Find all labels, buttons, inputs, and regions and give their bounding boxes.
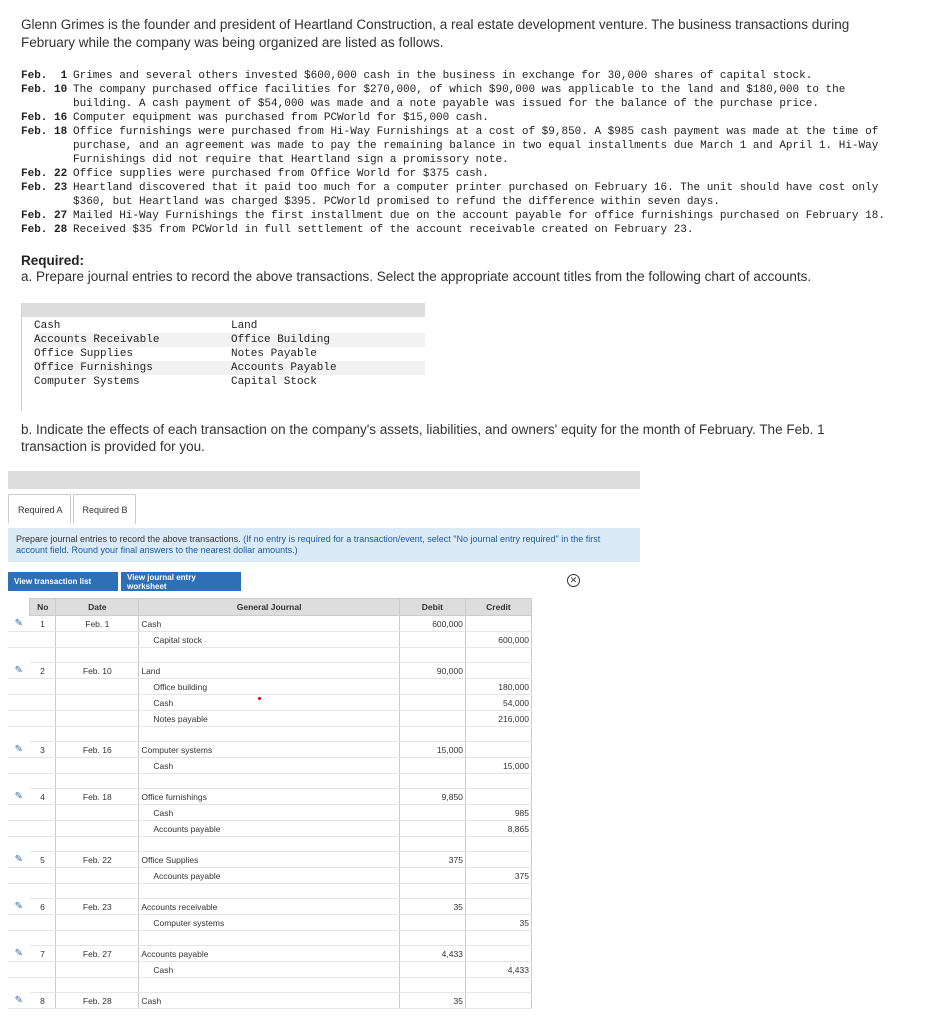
coa-account: Office Supplies xyxy=(34,348,134,360)
debit-amount: 35 xyxy=(399,899,465,915)
transaction-text: Heartland discovered that it paid too much for a computer printer purchased on February 16. The unit should have cost only $360, but Heartland was charged $395. PCWorld promised to refund the difference within seven days. xyxy=(73,182,879,208)
error-marker xyxy=(258,697,261,700)
transaction-item xyxy=(21,223,901,237)
credit-amount xyxy=(465,946,531,962)
journal-row xyxy=(8,805,532,821)
debit-amount: 35 xyxy=(399,993,465,1009)
entry-date xyxy=(56,868,139,884)
spacer-row xyxy=(8,774,532,789)
journal-row xyxy=(8,993,532,1009)
debit-amount xyxy=(399,695,465,711)
coa-row xyxy=(34,333,425,347)
account-name: Accounts payable xyxy=(153,870,221,881)
spacer-cell xyxy=(399,648,465,663)
spacer-cell xyxy=(8,648,30,663)
problem-intro: Glenn Grimes is the founder and president of Heartland Construction, a real estate development venture. The business transactions during February while the company was being organized are listed as follows. xyxy=(21,17,850,50)
spacer-row xyxy=(8,837,532,852)
journal-row xyxy=(8,868,532,884)
no-header: No xyxy=(30,599,56,616)
debit-amount xyxy=(399,805,465,821)
credit-amount xyxy=(465,899,531,915)
debit-header: Debit xyxy=(399,599,465,616)
debit-amount xyxy=(399,632,465,648)
entry-date xyxy=(56,695,139,711)
spacer-cell xyxy=(30,931,56,946)
transaction-item xyxy=(21,125,901,167)
transaction-text: The company purchased office facilities for $270,000, of which $90,000 was applicable to the land and $180,000 to the building. A cash payment of $54,000 was made and a note payable was issued for the balance of the purchase price. xyxy=(73,84,846,110)
account-name: Accounts payable xyxy=(141,948,209,959)
account-cell xyxy=(139,742,400,758)
transaction-text: Mailed Hi-Way Furnishings the first installment due on the account payable for office furnishings purchased on February 18. xyxy=(73,210,885,222)
spacer-cell xyxy=(399,837,465,852)
spacer-cell xyxy=(139,727,400,742)
credit-amount: 54,000 xyxy=(465,695,531,711)
entry-date xyxy=(56,915,139,931)
coa-account: Accounts Receivable xyxy=(34,333,231,347)
journal-row xyxy=(8,679,532,695)
coa-account: Capital Stock xyxy=(230,376,317,388)
transaction-text: Received $35 from PCWorld in full settlement of the account receivable created on February 23. xyxy=(73,224,694,236)
account-cell xyxy=(139,821,400,837)
debit-amount: 4,433 xyxy=(399,946,465,962)
spacer-cell xyxy=(30,774,56,789)
journal-table xyxy=(8,598,532,1009)
account-cell xyxy=(139,868,400,884)
credit-amount: 35 xyxy=(465,915,531,931)
entry-no: 6 xyxy=(30,899,56,915)
spacer-cell xyxy=(399,931,465,946)
account-name: Accounts receivable xyxy=(141,901,218,912)
account-cell xyxy=(139,946,400,962)
transaction-item xyxy=(21,83,901,111)
entry-no: 7 xyxy=(30,946,56,962)
edit-cell xyxy=(8,962,30,978)
entry-date xyxy=(56,679,139,695)
journal-row xyxy=(8,915,532,931)
debit-amount: 90,000 xyxy=(399,663,465,679)
transaction-date: Feb. 1 xyxy=(21,70,68,82)
coa-account: Office Furnishings xyxy=(34,361,231,375)
spacer-cell xyxy=(139,884,400,899)
spacer-cell xyxy=(56,931,139,946)
credit-amount xyxy=(465,663,531,679)
spacer-cell xyxy=(139,648,400,663)
spacer-cell xyxy=(465,978,531,993)
credit-amount: 375 xyxy=(465,868,531,884)
spacer-cell xyxy=(30,727,56,742)
pencil-icon[interactable]: ✎ xyxy=(8,789,30,805)
account-cell xyxy=(139,805,400,821)
spacer-row xyxy=(8,978,532,993)
spacer-row xyxy=(8,727,532,742)
transaction-date: Feb. 27 xyxy=(21,210,68,222)
journal-row xyxy=(8,852,532,868)
entry-no xyxy=(30,962,56,978)
credit-header: Credit xyxy=(465,599,531,616)
pencil-icon[interactable]: ✎ xyxy=(8,946,30,962)
spacer-row xyxy=(8,648,532,663)
entry-no: 1 xyxy=(30,616,56,632)
account-cell xyxy=(139,711,400,727)
entry-no xyxy=(30,868,56,884)
tab-required-b[interactable]: Required B xyxy=(73,494,136,524)
entry-no: 4 xyxy=(30,789,56,805)
required-title: Required: xyxy=(21,253,85,268)
debit-amount xyxy=(399,821,465,837)
coa-row xyxy=(34,319,425,333)
pencil-icon[interactable]: ✎ xyxy=(8,663,30,679)
account-name: Land xyxy=(141,665,161,676)
spacer-cell xyxy=(8,837,30,852)
spacer-cell xyxy=(56,774,139,789)
spacer-cell xyxy=(56,648,139,663)
account-cell xyxy=(139,899,400,915)
entry-no xyxy=(30,915,56,931)
spacer-cell xyxy=(139,931,400,946)
transaction-item xyxy=(21,69,901,83)
debit-amount xyxy=(399,711,465,727)
entry-no xyxy=(30,711,56,727)
journal-row xyxy=(8,758,532,774)
spacer-cell xyxy=(399,774,465,789)
debit-amount: 9,850 xyxy=(399,789,465,805)
account-cell xyxy=(139,789,400,805)
transaction-text: Office supplies were purchased from Office World for $375 cash. xyxy=(73,168,489,180)
journal-row xyxy=(8,899,532,915)
date-header: Date xyxy=(56,599,139,616)
spacer-cell xyxy=(399,884,465,899)
spacer-row xyxy=(8,931,532,946)
spacer-cell xyxy=(465,884,531,899)
spacer-cell xyxy=(8,727,30,742)
coa-account: Computer Systems xyxy=(34,376,140,388)
entry-date: Feb. 16 xyxy=(56,742,139,758)
coa-row xyxy=(34,375,425,389)
entry-date: Feb. 27 xyxy=(56,946,139,962)
account-name: Computer systems xyxy=(153,917,225,928)
entry-date: Feb. 22 xyxy=(56,852,139,868)
spacer-cell xyxy=(465,774,531,789)
spacer-cell xyxy=(399,978,465,993)
account-name: Office building xyxy=(153,681,208,692)
coa-row xyxy=(34,361,425,375)
tab-required-a[interactable]: Required A xyxy=(8,494,71,524)
journal-row xyxy=(8,695,532,711)
credit-amount xyxy=(465,789,531,805)
instructions-main: Prepare journal entries to record the above transactions. xyxy=(16,534,241,544)
edit-cell xyxy=(8,821,30,837)
transaction-date: Feb. 23 xyxy=(21,182,68,194)
entry-date: Feb. 18 xyxy=(56,789,139,805)
account-header: General Journal xyxy=(139,599,400,616)
credit-amount xyxy=(465,852,531,868)
entry-date xyxy=(56,711,139,727)
close-circle-icon[interactable]: ✕ xyxy=(567,574,580,587)
entry-no xyxy=(30,821,56,837)
account-cell xyxy=(139,758,400,774)
entry-date xyxy=(56,805,139,821)
journal-row xyxy=(8,663,532,679)
credit-amount: 8,865 xyxy=(465,821,531,837)
coa-account: Office Building xyxy=(231,333,425,347)
journal-row xyxy=(8,632,532,648)
credit-amount xyxy=(465,993,531,1009)
spacer-cell xyxy=(30,978,56,993)
edit-column-header xyxy=(8,599,30,616)
account-name: Capital stock xyxy=(153,634,203,645)
divider-bar xyxy=(8,471,640,489)
spacer-cell xyxy=(139,837,400,852)
account-cell xyxy=(139,679,400,695)
spacer-cell xyxy=(30,648,56,663)
transaction-item xyxy=(21,167,901,181)
required-a-text: a. Prepare journal entries to record the above transactions. Select the appropriate account titles from the following chart of accounts. xyxy=(21,269,812,284)
credit-amount: 985 xyxy=(465,805,531,821)
entry-date xyxy=(56,962,139,978)
account-cell xyxy=(139,695,400,711)
journal-row xyxy=(8,821,532,837)
spacer-cell xyxy=(465,727,531,742)
entry-date xyxy=(56,821,139,837)
spacer-cell xyxy=(139,774,400,789)
account-cell xyxy=(139,915,400,931)
spacer-cell xyxy=(8,884,30,899)
edit-cell xyxy=(8,711,30,727)
credit-amount xyxy=(465,616,531,632)
transaction-date: Feb. 16 xyxy=(21,112,68,124)
entry-no: 8 xyxy=(30,993,56,1009)
account-name: Cash xyxy=(153,697,174,708)
spacer-cell xyxy=(8,978,30,993)
account-name: Office Supplies xyxy=(141,854,199,865)
spacer-cell xyxy=(8,774,30,789)
journal-row xyxy=(8,711,532,727)
debit-amount: 15,000 xyxy=(399,742,465,758)
spacer-cell xyxy=(56,884,139,899)
transaction-date: Feb. 28 xyxy=(21,224,68,236)
entry-no xyxy=(30,632,56,648)
account-name: Cash xyxy=(153,964,174,975)
debit-amount xyxy=(399,962,465,978)
spacer-cell xyxy=(56,837,139,852)
entry-date: Feb. 10 xyxy=(56,663,139,679)
spacer-cell xyxy=(8,931,30,946)
account-cell xyxy=(139,616,400,632)
account-cell xyxy=(139,632,400,648)
transaction-text: Computer equipment was purchased from PCWorld for $15,000 cash. xyxy=(73,112,489,124)
edit-cell xyxy=(8,758,30,774)
debit-amount: 600,000 xyxy=(399,616,465,632)
edit-cell xyxy=(8,632,30,648)
transaction-date: Feb. 22 xyxy=(21,168,68,180)
account-cell xyxy=(139,962,400,978)
entry-date: Feb. 28 xyxy=(56,993,139,1009)
credit-amount: 15,000 xyxy=(465,758,531,774)
requirement-tabs xyxy=(8,494,138,524)
entry-date: Feb. 23 xyxy=(56,899,139,915)
account-name: Accounts payable xyxy=(153,823,221,834)
coa-account: Land xyxy=(230,320,258,332)
transaction-text: Grimes and several others invested $600,000 cash in the business in exchange for 30,000 shares of capital stock. xyxy=(73,70,813,82)
spacer-row xyxy=(8,884,532,899)
account-name: Cash xyxy=(153,807,174,818)
edit-cell xyxy=(8,868,30,884)
transaction-item xyxy=(21,181,901,209)
view-journal-worksheet-button[interactable]: View journal entry worksheet xyxy=(121,572,241,591)
account-name: Office furnishings xyxy=(141,791,207,802)
edit-cell xyxy=(8,679,30,695)
account-name: Cash xyxy=(141,618,162,629)
transaction-item xyxy=(21,209,901,223)
pencil-icon[interactable]: ✎ xyxy=(8,742,30,758)
journal-row xyxy=(8,946,532,962)
journal-row xyxy=(8,962,532,978)
transaction-date: Feb. 18 xyxy=(21,126,68,138)
edit-cell xyxy=(8,915,30,931)
entry-date: Feb. 1 xyxy=(56,616,139,632)
account-cell xyxy=(139,663,400,679)
spacer-cell xyxy=(30,837,56,852)
required-b-text: b. Indicate the effects of each transaction on the company's assets, liabilities, and owners' equity for the month of February. The Feb. 1 transaction is provided for you. xyxy=(21,422,825,454)
debit-amount xyxy=(399,758,465,774)
instructions-box xyxy=(8,528,640,562)
view-transaction-list-button[interactable]: View transaction list xyxy=(8,572,118,591)
spacer-cell xyxy=(465,931,531,946)
entry-no xyxy=(30,679,56,695)
entry-date xyxy=(56,758,139,774)
entry-no: 5 xyxy=(30,852,56,868)
spacer-cell xyxy=(399,727,465,742)
coa-account: Notes Payable xyxy=(230,348,317,360)
coa-account: Accounts Payable xyxy=(231,361,425,375)
credit-amount: 4,433 xyxy=(465,962,531,978)
debit-amount xyxy=(399,915,465,931)
edit-cell xyxy=(8,805,30,821)
pencil-icon[interactable]: ✎ xyxy=(8,852,30,868)
pencil-icon[interactable]: ✎ xyxy=(8,616,30,632)
account-name: Computer systems xyxy=(141,744,213,755)
account-name: Cash xyxy=(141,995,162,1006)
edit-cell xyxy=(8,695,30,711)
pencil-icon[interactable]: ✎ xyxy=(8,899,30,915)
account-cell xyxy=(139,993,400,1009)
entry-no xyxy=(30,695,56,711)
coa-row xyxy=(34,347,425,361)
instructions-note: (If no entry is required for a transaction/event, select "No journal entry required" in the first account field. Round your final answers to the nearest dollar amounts.) xyxy=(16,534,601,555)
journal-row xyxy=(8,789,532,805)
transaction-item xyxy=(21,111,901,125)
account-name: Cash xyxy=(153,760,174,771)
chart-of-accounts xyxy=(21,303,425,411)
spacer-cell xyxy=(30,884,56,899)
transaction-date: Feb. 10 xyxy=(21,84,68,96)
journal-row xyxy=(8,742,532,758)
debit-amount xyxy=(399,868,465,884)
entry-no: 3 xyxy=(30,742,56,758)
debit-amount: 375 xyxy=(399,852,465,868)
spacer-cell xyxy=(465,648,531,663)
account-cell xyxy=(139,852,400,868)
credit-amount xyxy=(465,742,531,758)
credit-amount: 600,000 xyxy=(465,632,531,648)
entry-no: 2 xyxy=(30,663,56,679)
journal-row xyxy=(8,616,532,632)
coa-account: Cash xyxy=(34,320,61,332)
spacer-cell xyxy=(56,727,139,742)
credit-amount: 216,000 xyxy=(465,711,531,727)
account-name: Notes payable xyxy=(153,713,208,724)
entry-no xyxy=(30,805,56,821)
spacer-cell xyxy=(56,978,139,993)
spacer-cell xyxy=(139,978,400,993)
debit-amount xyxy=(399,679,465,695)
pencil-icon[interactable]: ✎ xyxy=(8,993,30,1009)
entry-no xyxy=(30,758,56,774)
spacer-cell xyxy=(465,837,531,852)
transaction-list xyxy=(21,69,901,237)
credit-amount: 180,000 xyxy=(465,679,531,695)
transaction-text: Office furnishings were purchased from Hi-Way Furnishings at a cost of $9,850. A $985 cash payment was made at the time of purchase, and an agreement was made to pay the remaining balance in two equal installments due March 1 and April 1. Hi-Way Furnishings did not require that Heartland sign a promissory note. xyxy=(73,126,879,166)
entry-date xyxy=(56,632,139,648)
